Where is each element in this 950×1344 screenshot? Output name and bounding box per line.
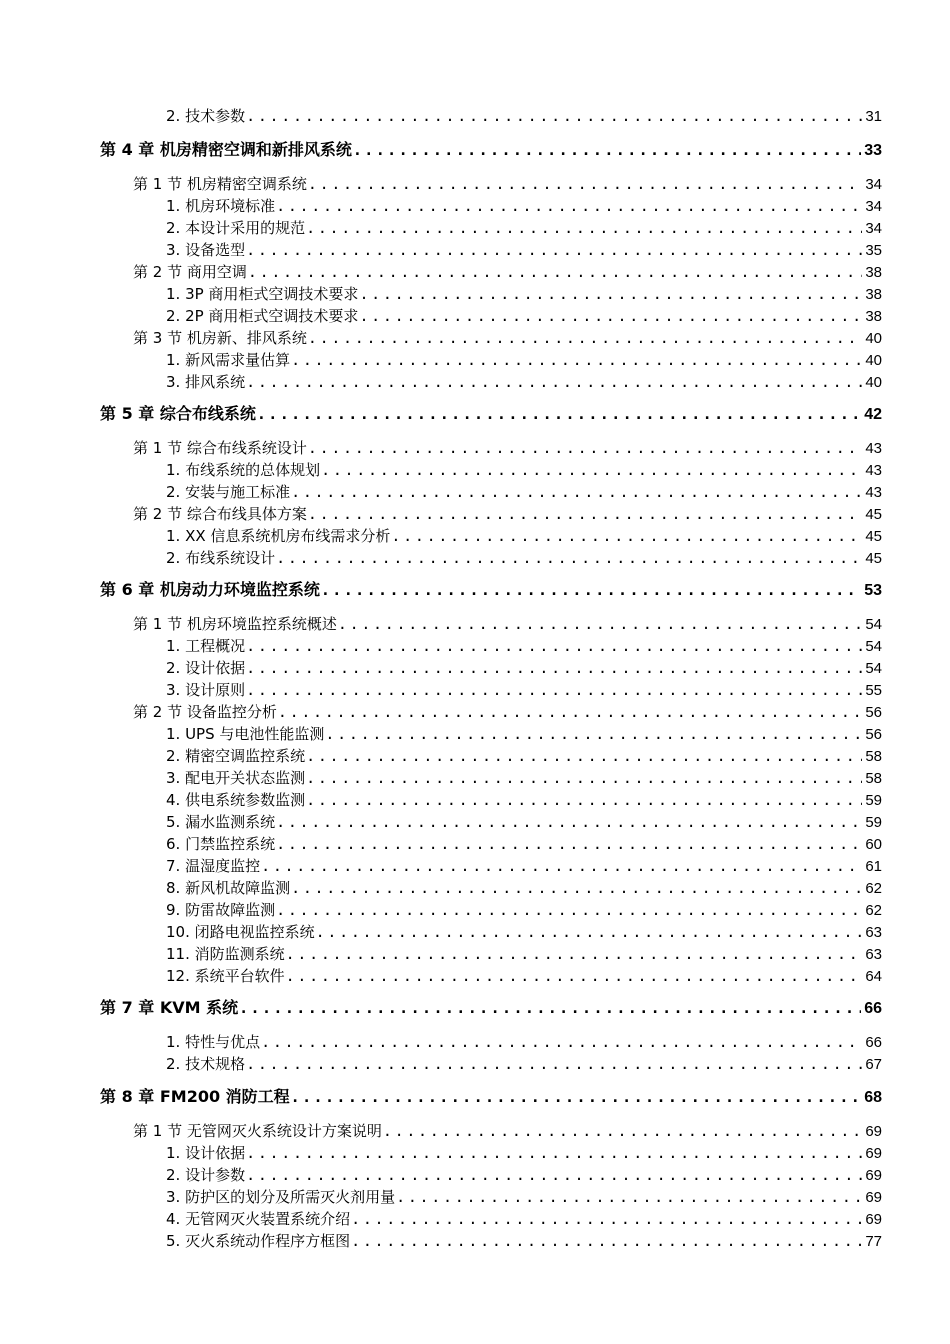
toc-page-number: 62 — [865, 902, 882, 919]
toc-entry-title: 5. 灭火系统动作程序方框图 — [166, 1232, 351, 1250]
dot-leader — [256, 403, 861, 425]
dot-leader — [245, 1164, 862, 1186]
toc-item-entry[interactable] — [166, 723, 882, 745]
toc-entry-title: 3. 防护区的划分及所需灭火剂用量 — [166, 1188, 396, 1206]
toc-page-number: 63 — [865, 946, 882, 963]
toc-page-number: 66 — [865, 1034, 882, 1051]
toc-entry-title: 1. 机房环境标准 — [166, 197, 276, 215]
dot-leader — [290, 1086, 862, 1108]
dot-leader — [238, 997, 861, 1019]
toc-item-entry[interactable] — [166, 1164, 882, 1186]
dot-leader — [247, 261, 862, 283]
toc-item-entry[interactable] — [166, 481, 882, 503]
toc-section-entry[interactable] — [133, 437, 882, 459]
toc-item-entry[interactable] — [166, 745, 882, 767]
dot-leader — [305, 217, 862, 239]
toc-item-entry[interactable] — [166, 195, 882, 217]
dot-leader — [245, 635, 862, 657]
toc-entry-title: 1. 特性与优点 — [166, 1033, 261, 1051]
toc-entry-title: 3. 排风系统 — [166, 373, 246, 391]
toc-item-entry[interactable] — [166, 855, 882, 877]
toc-page-number: 45 — [865, 528, 882, 545]
toc-entry-title: 2. 技术规格 — [166, 1055, 246, 1073]
toc-item-entry[interactable] — [166, 899, 882, 921]
toc-item-entry[interactable] — [166, 349, 882, 371]
toc-entry-title: 2. 精密空调监控系统 — [166, 747, 306, 765]
toc-item-entry[interactable] — [166, 943, 882, 965]
toc-item-entry[interactable] — [166, 1208, 882, 1230]
toc-entry-title: 第 8 章 FM200 消防工程 — [100, 1087, 290, 1106]
dot-leader — [275, 833, 862, 855]
toc-item-entry[interactable] — [166, 877, 882, 899]
toc-entry-title: 2. 设计依据 — [166, 659, 246, 677]
toc-item-entry[interactable] — [166, 767, 882, 789]
toc-page-number: 77 — [865, 1233, 882, 1250]
toc-page-number: 66 — [864, 1000, 882, 1017]
toc-entry-title: 第 1 节 机房精密空调系统 — [133, 175, 307, 193]
toc-entry-title: 4. 供电系统参数监测 — [166, 791, 306, 809]
toc-page-number: 43 — [865, 484, 882, 501]
toc-page-number: 43 — [865, 462, 882, 479]
toc-item-entry[interactable] — [166, 1053, 882, 1075]
toc-chapter-entry[interactable] — [100, 997, 882, 1019]
toc-page-number: 58 — [865, 770, 882, 787]
toc-entry-title: 1. 工程概况 — [166, 637, 246, 655]
toc-item-entry[interactable] — [166, 811, 882, 833]
toc-entry-title: 3. 设备选型 — [166, 241, 246, 259]
toc-entry-title: 8. 新风机故障监测 — [166, 879, 291, 897]
toc-entry-title: 第 3 节 机房新、排风系统 — [133, 329, 307, 347]
dot-leader — [290, 877, 862, 899]
toc-entry-title: 12. 系统平台软件 — [166, 967, 285, 985]
toc-page-number: 31 — [865, 108, 882, 125]
dot-leader — [324, 723, 862, 745]
toc-entry-title: 5. 漏水监测系统 — [166, 813, 276, 831]
dot-leader — [290, 481, 862, 503]
toc-page-number: 56 — [865, 726, 882, 743]
toc-item-entry[interactable] — [166, 1186, 882, 1208]
toc-item-entry[interactable] — [166, 239, 882, 261]
dot-leader — [285, 965, 863, 987]
dot-leader — [320, 459, 862, 481]
toc-page-number: 38 — [865, 286, 882, 303]
toc-entry-title: 1. 新风需求量估算 — [166, 351, 291, 369]
dot-leader — [260, 855, 862, 877]
toc-entry-title: 3. 设计原则 — [166, 681, 246, 699]
dot-leader — [290, 349, 862, 371]
toc-entry-title: 第 5 章 综合布线系统 — [100, 404, 256, 423]
toc-page-number: 34 — [865, 220, 882, 237]
toc-entry-title: 2. 布线系统设计 — [166, 549, 276, 567]
dot-leader — [277, 701, 862, 723]
toc-item-entry[interactable] — [166, 459, 882, 481]
toc-chapter-entry[interactable] — [100, 403, 882, 425]
toc-entry-title: 1. 设计依据 — [166, 1144, 246, 1162]
toc-item-entry[interactable] — [166, 525, 882, 547]
dot-leader — [245, 105, 862, 127]
dot-leader — [260, 1031, 862, 1053]
dot-leader — [350, 1208, 862, 1230]
toc-page-number: 64 — [865, 968, 882, 985]
dot-leader — [358, 283, 862, 305]
dot-leader — [358, 305, 862, 327]
toc-section-entry[interactable] — [133, 613, 882, 635]
dot-leader — [395, 1186, 862, 1208]
toc-entry-title: 第 1 节 综合布线系统设计 — [133, 439, 307, 457]
toc-page-number: 54 — [865, 660, 882, 677]
dot-leader — [275, 811, 862, 833]
toc-chapter-entry[interactable] — [100, 579, 882, 601]
toc-page-number: 58 — [865, 748, 882, 765]
toc-page-number: 38 — [865, 264, 882, 281]
toc-item-entry[interactable] — [166, 635, 882, 657]
dot-leader — [307, 503, 862, 525]
toc-entry-title: 11. 消防监测系统 — [166, 945, 285, 963]
dot-leader — [307, 437, 862, 459]
toc-entry-title: 第 6 章 机房动力环境监控系统 — [100, 580, 320, 599]
toc-page-number: 34 — [865, 176, 882, 193]
toc-entry-title: 1. UPS 与电池性能监测 — [166, 725, 325, 743]
toc-item-entry[interactable] — [166, 1142, 882, 1164]
toc-page-number: 56 — [865, 704, 882, 721]
toc-entry-title: 4. 无管网灭火装置系统介绍 — [166, 1210, 351, 1228]
toc-page-number: 54 — [865, 616, 882, 633]
toc-page-number: 35 — [865, 242, 882, 259]
toc-section-entry[interactable] — [133, 173, 882, 195]
toc-page-number: 53 — [864, 582, 882, 599]
toc-section-entry[interactable] — [133, 503, 882, 525]
toc-page-number: 45 — [865, 506, 882, 523]
toc-entry-title: 第 1 节 机房环境监控系统概述 — [133, 615, 337, 633]
dot-leader — [305, 789, 862, 811]
toc-page-number: 34 — [865, 198, 882, 215]
toc-entry-title: 2. 技术参数 — [166, 107, 246, 125]
dot-leader — [245, 371, 862, 393]
toc-entry-title: 第 1 节 无管网灭火系统设计方案说明 — [133, 1122, 382, 1140]
toc-page-number: 59 — [865, 814, 882, 831]
toc-page-number: 59 — [865, 792, 882, 809]
toc-page-number: 69 — [865, 1167, 882, 1184]
toc-entry-title: 2. 本设计采用的规范 — [166, 219, 306, 237]
toc-entry-title: 3. 配电开关状态监测 — [166, 769, 306, 787]
toc-entry-title: 第 4 章 机房精密空调和新排风系统 — [100, 140, 352, 159]
dot-leader — [305, 767, 862, 789]
toc-entry-title: 第 2 节 设备监控分析 — [133, 703, 277, 721]
dot-leader — [352, 139, 861, 161]
toc-item-entry[interactable] — [166, 1031, 882, 1053]
toc-item-entry[interactable] — [166, 371, 882, 393]
toc-item-entry[interactable] — [166, 679, 882, 701]
dot-leader — [315, 921, 863, 943]
dot-leader — [307, 327, 862, 349]
toc-page-number: 67 — [865, 1056, 882, 1073]
dot-leader — [337, 613, 862, 635]
toc-item-entry[interactable] — [166, 217, 882, 239]
toc-section-entry[interactable] — [133, 701, 882, 723]
dot-leader — [275, 899, 862, 921]
toc-item-entry[interactable] — [166, 657, 882, 679]
toc-page-number: 69 — [865, 1145, 882, 1162]
toc-page-number: 68 — [864, 1089, 882, 1106]
toc-page-number: 33 — [864, 142, 882, 159]
toc-page-number: 45 — [865, 550, 882, 567]
toc-item-entry[interactable] — [166, 789, 882, 811]
toc-entry-title: 第 2 节 综合布线具体方案 — [133, 505, 307, 523]
toc-item-entry[interactable] — [166, 921, 882, 943]
toc-item-entry[interactable] — [166, 283, 882, 305]
toc-item-entry[interactable] — [166, 547, 882, 569]
dot-leader — [350, 1230, 862, 1252]
toc-section-entry[interactable] — [133, 261, 882, 283]
dot-leader — [275, 547, 862, 569]
toc-page-number: 55 — [865, 682, 882, 699]
toc-page-number: 69 — [865, 1123, 882, 1140]
toc-chapter-entry[interactable] — [100, 139, 882, 161]
toc-page-number: 43 — [865, 440, 882, 457]
toc-chapter-entry[interactable] — [100, 1086, 882, 1108]
toc-entry-title: 10. 闭路电视监控系统 — [166, 923, 315, 941]
dot-leader — [307, 173, 862, 195]
toc-entry-title: 7. 温湿度监控 — [166, 857, 261, 875]
toc-entry-title: 6. 门禁监控系统 — [166, 835, 276, 853]
dot-leader — [320, 579, 861, 601]
dot-leader — [245, 679, 862, 701]
toc-entry-title: 9. 防雷故障监测 — [166, 901, 276, 919]
dot-leader — [245, 1053, 862, 1075]
toc-item-entry[interactable] — [166, 105, 882, 127]
toc-entry-title: 1. 布线系统的总体规划 — [166, 461, 321, 479]
toc-page-number: 40 — [865, 352, 882, 369]
dot-leader — [275, 195, 862, 217]
toc-item-entry[interactable] — [166, 965, 882, 987]
toc-page-number: 38 — [865, 308, 882, 325]
toc-page-number: 69 — [865, 1189, 882, 1206]
toc-page-number: 54 — [865, 638, 882, 655]
dot-leader — [390, 525, 862, 547]
toc-page-number: 40 — [865, 330, 882, 347]
toc-entry-title: 1. 3P 商用柜式空调技术要求 — [166, 285, 359, 303]
toc-page-number: 61 — [865, 858, 882, 875]
toc-page-number: 63 — [865, 924, 882, 941]
dot-leader — [245, 657, 862, 679]
toc-item-entry[interactable] — [166, 305, 882, 327]
toc-page-number: 42 — [864, 406, 882, 423]
toc-page-number: 60 — [865, 836, 882, 853]
dot-leader — [305, 745, 862, 767]
toc-entry-title: 第 7 章 KVM 系统 — [100, 998, 239, 1017]
toc-page-number: 62 — [865, 880, 882, 897]
dot-leader — [245, 1142, 862, 1164]
dot-leader — [245, 239, 862, 261]
toc-item-entry[interactable] — [166, 1230, 882, 1252]
toc-entry-title: 2. 设计参数 — [166, 1166, 246, 1184]
toc-entry-title: 第 2 节 商用空调 — [133, 263, 247, 281]
toc-entry-title: 2. 安装与施工标准 — [166, 483, 291, 501]
toc-page-number: 40 — [865, 374, 882, 391]
toc-page-number: 69 — [865, 1211, 882, 1228]
dot-leader — [285, 943, 863, 965]
toc-section-entry[interactable] — [133, 1120, 882, 1142]
dot-leader — [382, 1120, 862, 1142]
toc-item-entry[interactable] — [166, 833, 882, 855]
toc-entry-title: 2. 2P 商用柜式空调技术要求 — [166, 307, 359, 325]
toc-section-entry[interactable] — [133, 327, 882, 349]
toc-entry-title: 1. XX 信息系统机房布线需求分析 — [166, 527, 391, 545]
